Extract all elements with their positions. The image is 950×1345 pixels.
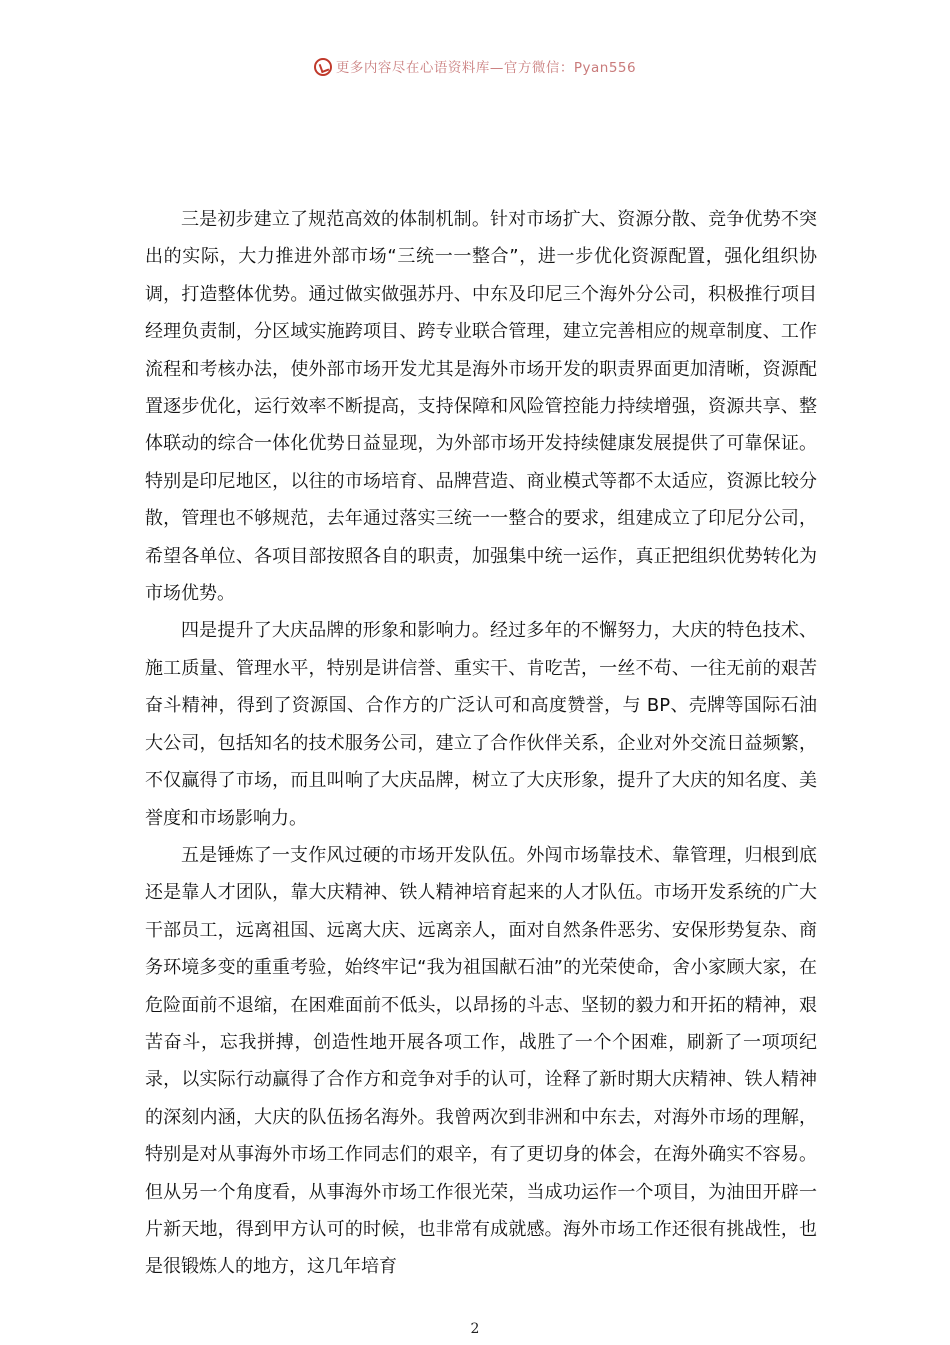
paragraph-4: 四是提升了大庆品牌的形象和影响力。经过多年的不懈努力，大庆的特色技术、施工质量、管理水平，特别是讲信誉、重实干、肯吃苦，一丝不苟、一往无前的艰苦奋斗精神，得到了资源国、合作方的广泛认可和高度赞誉，与 BP、壳牌等国际石油大公司，包括知名的技术服务公司，建立了合作伙伴关系，企业对外交流日益频繁，不仅赢得了市场，而且叫响了大庆品牌，树立了大庆形象，提升了大庆的知名度、美誉度和市场影响力。 — [145, 620, 817, 829]
document-body — [145, 201, 817, 1286]
paragraph-5: 五是锤炼了一支作风过硬的市场开发队伍。外闯市场靠技术、靠管理，归根到底还是靠人才团队，靠大庆精神、铁人精神培育起来的人才队伍。市场开发系统的广大干部员工，远离祖国、远离大庆、远离亲人，面对自然条件恶劣、安保形势复杂、商务环境多变的重重考验，始终牢记“我为祖国献石油”的光荣使命，舍小家顾大家，在危险面前不退缩，在困难面前不低头，以昂扬的斗志、坚韧的毅力和开拓的精神，艰苦奋斗，忘我拼搏，创造性地开展各项工作，战胜了一个个困难，刷新了一项项纪录，以实际行动赢得了合作方和竞争对手的认可，诠释了新时期大庆精神、铁人精神的深刻内涵，大庆的队伍扬名海外。我曾两次到非洲和中东去，对海外市场的理解，特别是对从事海外市场工作同志们的艰辛，有了更切身的体会，在海外确实不容易。但从另一个角度看，从事海外市场工作很光荣，当成功运作一个项目，为油田开辟一片新天地，得到甲方认可的时候，也非常有成就感。海外市场工作还很有挑战性，也是很锻炼人的地方，这几年培育 — [145, 844, 817, 1278]
watermark-text: 更多内容尽在心语资料库—官方微信：Pyan556 — [335, 60, 637, 76]
paragraph-3: 三是初步建立了规范高效的体制机制。针对市场扩大、资源分散、竞争优势不突出的实际，大力推进外部市场“三统一一整合”，进一步优化资源配置，强化组织协调，打造整体优势。通过做实做强苏丹、中东及印尼三个海外分公司，积极推行项目经理负责制，分区域实施跨项目、跨专业联合管理，建立完善相应的规章制度、工作流程和考核办法，使外部市场开发尤其是海外市场开发的职责界面更加清晰，资源配置逐步优化，运行效率不断提高，支持保障和风险管控能力持续增强，资源共享、整体联动的综合一体化优势日益显现，为外部市场开发持续健康发展提供了可靠保证。特别是印尼地区，以往的市场培育、品牌营造、商业模式等都不太适应，资源比较分散，管理也不够规范，去年通过落实三统一一整合的要求，组建成立了印尼分公司，希望各单位、各项目部按照各自的职责，加强集中统一运作，真正把组织优势转化为市场优势。 — [145, 209, 817, 605]
header-watermark — [0, 56, 950, 76]
page-number: 2 — [470, 1321, 480, 1337]
watermark-logo-icon — [314, 58, 332, 76]
